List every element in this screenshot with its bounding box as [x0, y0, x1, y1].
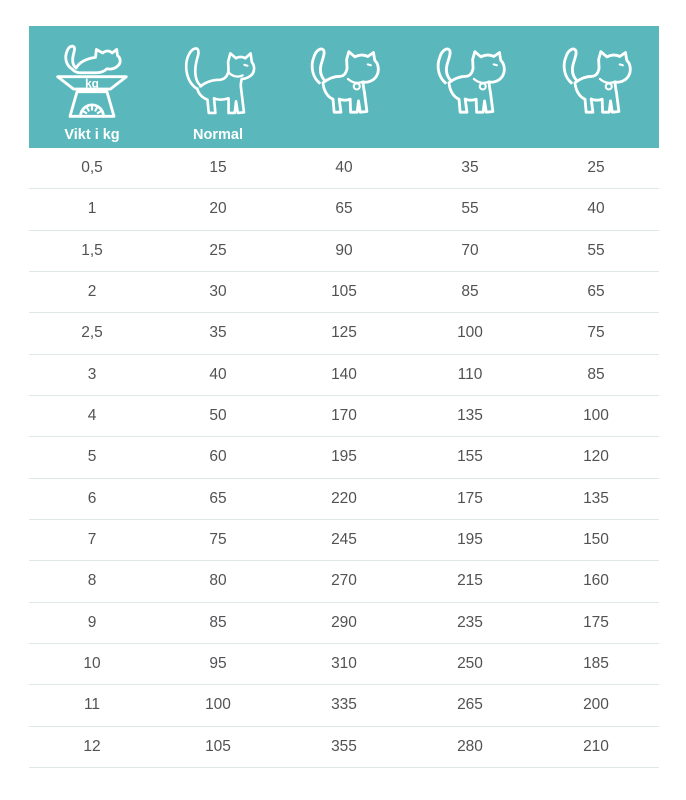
value-cell: 50 — [209, 407, 227, 425]
value-cell: 265 — [457, 696, 483, 714]
header-column-label: Vikt i kg — [64, 127, 120, 143]
value-cell: 65 — [335, 200, 353, 218]
value-cell: 135 — [457, 407, 483, 425]
value-cell: 65 — [209, 489, 227, 507]
table-row — [29, 644, 659, 685]
value-cell: 35 — [209, 324, 227, 342]
value-cell: 95 — [209, 655, 227, 673]
kitten-icon — [547, 38, 645, 126]
value-cell: 110 — [457, 365, 483, 383]
value-cell: 30 — [209, 283, 227, 301]
weight-cell: 7 — [87, 531, 97, 549]
value-cell: 40 — [587, 200, 605, 218]
value-cell: 185 — [583, 655, 609, 673]
value-cell: 160 — [583, 572, 609, 590]
value-cell: 40 — [209, 365, 227, 383]
value-cell: 70 — [461, 241, 479, 259]
value-cell: 200 — [583, 696, 609, 714]
header-column-1 — [29, 26, 155, 148]
value-cell: 100 — [583, 407, 609, 425]
value-cell: 65 — [587, 283, 605, 301]
kitten-icon — [421, 38, 519, 126]
value-cell: 280 — [457, 737, 483, 755]
table-row — [29, 561, 659, 602]
header-column-5 — [533, 26, 659, 148]
table-row — [29, 685, 659, 726]
feeding-guide-table — [29, 26, 659, 768]
value-cell: 40 — [335, 159, 353, 177]
value-cell: 245 — [331, 531, 357, 549]
value-cell: 85 — [587, 365, 605, 383]
table-row — [29, 603, 659, 644]
table-row — [29, 189, 659, 230]
value-cell: 155 — [457, 448, 483, 466]
table-row — [29, 479, 659, 520]
weight-cell: 8 — [87, 572, 97, 590]
value-cell: 85 — [461, 283, 479, 301]
value-cell: 75 — [587, 324, 605, 342]
table-row — [29, 272, 659, 313]
weight-cell: 12 — [83, 737, 101, 755]
value-cell: 100 — [205, 696, 231, 714]
value-cell: 20 — [209, 200, 227, 218]
table-row — [29, 231, 659, 272]
weight-cell: 11 — [83, 696, 101, 714]
header-column-label: Normal — [193, 127, 243, 143]
table-row — [29, 396, 659, 437]
value-cell: 310 — [331, 655, 357, 673]
weight-cell: 4 — [87, 407, 97, 425]
value-cell: 15 — [209, 159, 227, 177]
table-row — [29, 520, 659, 561]
header-column-2 — [155, 26, 281, 148]
weight-cell: 3 — [87, 365, 97, 383]
value-cell: 215 — [457, 572, 483, 590]
weight-scale-cat-icon — [43, 38, 141, 126]
table-body — [29, 148, 659, 768]
header-column-4 — [407, 26, 533, 148]
weight-cell: 0,5 — [81, 159, 103, 177]
value-cell: 60 — [209, 448, 227, 466]
value-cell: 80 — [209, 572, 227, 590]
value-cell: 290 — [331, 613, 357, 631]
table-header — [29, 26, 659, 148]
value-cell: 235 — [457, 613, 483, 631]
value-cell: 75 — [209, 531, 227, 549]
value-cell: 175 — [583, 613, 609, 631]
value-cell: 170 — [331, 407, 357, 425]
value-cell: 105 — [205, 737, 231, 755]
weight-cell: 9 — [87, 613, 97, 631]
value-cell: 135 — [583, 489, 609, 507]
value-cell: 195 — [457, 531, 483, 549]
weight-cell: 10 — [83, 655, 101, 673]
value-cell: 125 — [331, 324, 357, 342]
value-cell: 105 — [331, 283, 357, 301]
kitten-icon — [295, 38, 393, 126]
value-cell: 335 — [331, 696, 357, 714]
value-cell: 55 — [587, 241, 605, 259]
value-cell: 220 — [331, 489, 357, 507]
weight-cell: 2,5 — [81, 324, 103, 342]
table-row — [29, 355, 659, 396]
value-cell: 250 — [457, 655, 483, 673]
value-cell: 210 — [583, 737, 609, 755]
value-cell: 85 — [209, 613, 227, 631]
value-cell: 90 — [335, 241, 353, 259]
value-cell: 175 — [457, 489, 483, 507]
value-cell: 35 — [461, 159, 479, 177]
value-cell: 100 — [457, 324, 483, 342]
value-cell: 150 — [583, 531, 609, 549]
value-cell: 140 — [331, 365, 357, 383]
table-row — [29, 148, 659, 189]
weight-cell: 5 — [87, 448, 97, 466]
value-cell: 25 — [209, 241, 227, 259]
value-cell: 55 — [461, 200, 479, 218]
weight-cell: 1,5 — [81, 241, 103, 259]
table-row — [29, 727, 659, 768]
value-cell: 25 — [587, 159, 605, 177]
table-row — [29, 313, 659, 354]
value-cell: 355 — [331, 737, 357, 755]
table-row — [29, 437, 659, 478]
value-cell: 120 — [583, 448, 609, 466]
header-column-3 — [281, 26, 407, 148]
adult-cat-icon — [169, 38, 267, 126]
value-cell: 270 — [331, 572, 357, 590]
weight-cell: 6 — [87, 489, 97, 507]
value-cell: 195 — [331, 448, 357, 466]
weight-cell: 2 — [87, 283, 97, 301]
weight-cell: 1 — [87, 200, 97, 218]
